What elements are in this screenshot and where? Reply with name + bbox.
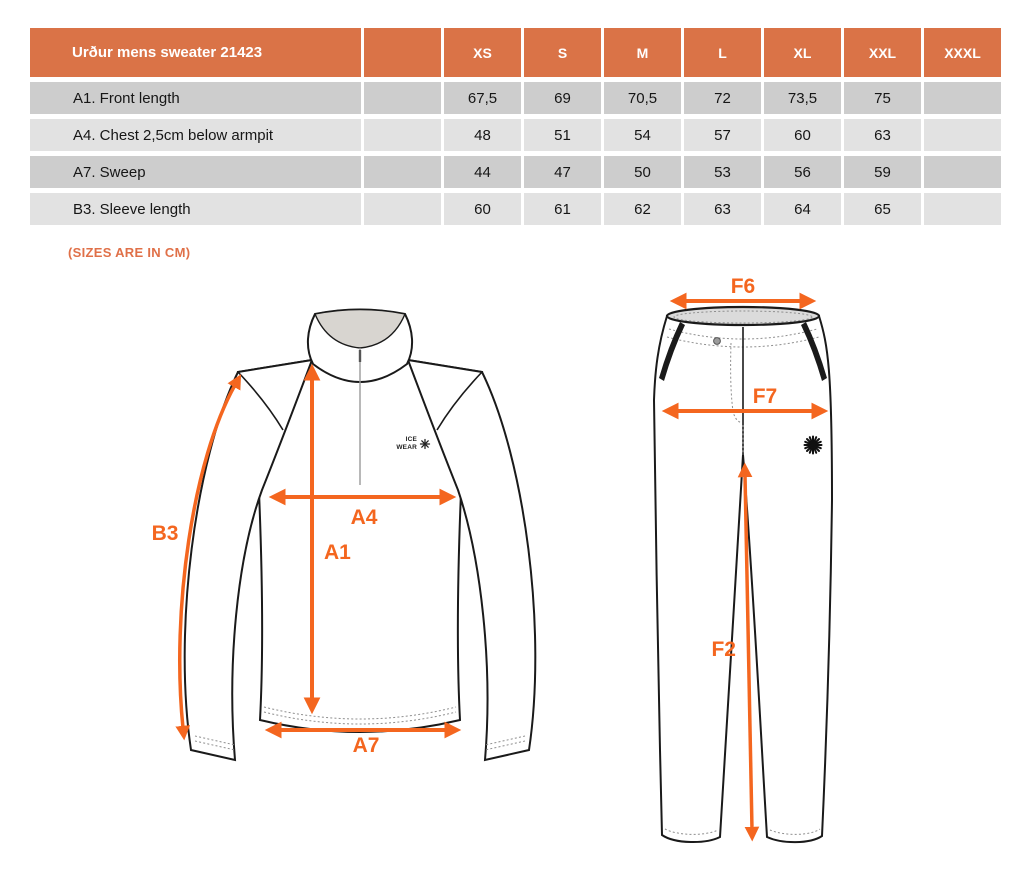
row-label-sleeve-length: B3. Sleeve length bbox=[30, 193, 361, 225]
row-spacer-cell bbox=[364, 82, 441, 114]
value-cell: 60 bbox=[764, 119, 841, 151]
value-cell: 50 bbox=[604, 156, 681, 188]
value-cell: 56 bbox=[764, 156, 841, 188]
size-col-header-xxxl: XXXL bbox=[924, 28, 1001, 77]
waist-opening bbox=[667, 307, 819, 325]
value-cell: 60 bbox=[444, 193, 521, 225]
value-cell: 57 bbox=[684, 119, 761, 151]
value-cell: 67,5 bbox=[444, 82, 521, 114]
value-cell: 62 bbox=[604, 193, 681, 225]
size-col-header-s: S bbox=[524, 28, 601, 77]
label-f6: F6 bbox=[730, 275, 756, 298]
value-cell: 47 bbox=[524, 156, 601, 188]
value-cell bbox=[924, 82, 1001, 114]
size-col-header-m: M bbox=[604, 28, 681, 77]
row-spacer-cell bbox=[364, 193, 441, 225]
row-spacer-cell bbox=[364, 119, 441, 151]
value-cell: 69 bbox=[524, 82, 601, 114]
label-f7: F7 bbox=[752, 385, 778, 408]
value-cell: 73,5 bbox=[764, 82, 841, 114]
snowflake-icon bbox=[805, 437, 822, 454]
row-spacer-cell bbox=[364, 156, 441, 188]
value-cell: 61 bbox=[524, 193, 601, 225]
sweater-diagram bbox=[145, 300, 565, 780]
size-col-header-xl: XL bbox=[764, 28, 841, 77]
value-cell: 54 bbox=[604, 119, 681, 151]
label-a4: A4 bbox=[350, 506, 378, 529]
row-label-front-length: A1. Front length bbox=[30, 82, 361, 114]
value-cell: 51 bbox=[524, 119, 601, 151]
units-note: (SIZES ARE IN CM) bbox=[68, 245, 191, 260]
snowflake-icon bbox=[421, 440, 430, 449]
svg-text:ICE: ICE bbox=[405, 436, 417, 443]
label-a7: A7 bbox=[352, 734, 380, 757]
value-cell bbox=[924, 119, 1001, 151]
label-b3: B3 bbox=[151, 522, 179, 545]
value-cell bbox=[924, 193, 1001, 225]
waist-button bbox=[714, 338, 721, 345]
value-cell: 65 bbox=[844, 193, 921, 225]
table-title: Urður mens sweater 21423 bbox=[30, 28, 361, 77]
size-col-header-xs: XS bbox=[444, 28, 521, 77]
size-col-header-xxl: XXL bbox=[844, 28, 921, 77]
row-label-sweep: A7. Sweep bbox=[30, 156, 361, 188]
value-cell: 75 bbox=[844, 82, 921, 114]
label-a1: A1 bbox=[324, 541, 351, 564]
header-spacer-cell bbox=[364, 28, 441, 77]
row-label-chest: A4. Chest 2,5cm below armpit bbox=[30, 119, 361, 151]
value-cell: 63 bbox=[844, 119, 921, 151]
value-cell bbox=[924, 156, 1001, 188]
svg-text:WEAR: WEAR bbox=[396, 444, 417, 451]
value-cell: 44 bbox=[444, 156, 521, 188]
value-cell: 63 bbox=[684, 193, 761, 225]
label-f2: F2 bbox=[711, 638, 736, 661]
pants-diagram bbox=[630, 270, 910, 865]
value-cell: 72 bbox=[684, 82, 761, 114]
size-table bbox=[30, 28, 1001, 225]
value-cell: 53 bbox=[684, 156, 761, 188]
value-cell: 64 bbox=[764, 193, 841, 225]
value-cell: 59 bbox=[844, 156, 921, 188]
value-cell: 70,5 bbox=[604, 82, 681, 114]
size-col-header-l: L bbox=[684, 28, 761, 77]
value-cell: 48 bbox=[444, 119, 521, 151]
